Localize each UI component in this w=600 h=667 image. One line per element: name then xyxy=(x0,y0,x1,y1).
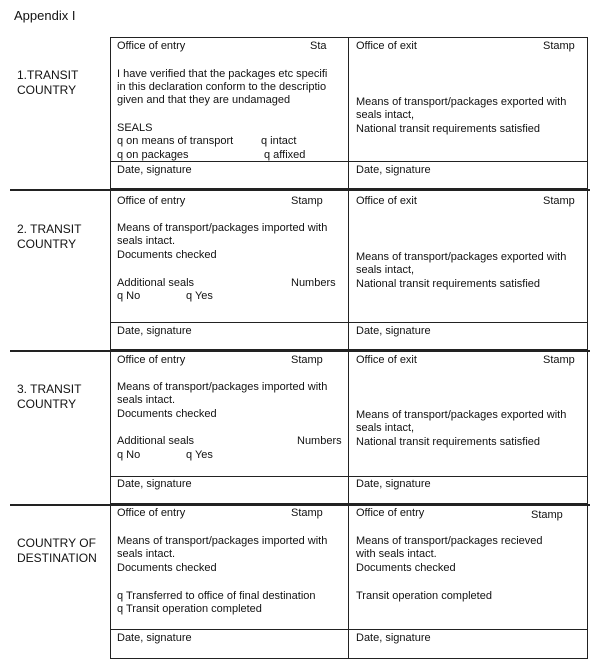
country-label: COUNTRY OF DESTINATION xyxy=(17,536,97,565)
entry-line: seals intact. xyxy=(117,548,176,560)
stamp-label: Stamp xyxy=(543,40,575,52)
entry-line: Documents checked xyxy=(117,249,217,261)
entry-line: seals intact. xyxy=(117,235,176,247)
option-no: q No xyxy=(117,449,141,461)
numbers-label: Numbers xyxy=(291,277,336,289)
date-signature: Date, signature xyxy=(356,478,431,490)
date-signature: Date, signature xyxy=(356,164,431,176)
declaration-line: I have verified that the packages etc specifi xyxy=(117,68,328,80)
exit-line: seals intact, xyxy=(356,264,415,276)
seal-option: q intact xyxy=(261,135,297,147)
exit-header: Office of exit xyxy=(356,195,417,207)
declaration-line: in this declaration conform to the descriptio xyxy=(117,81,327,93)
receipt-line: Documents checked xyxy=(356,562,456,574)
country-label: 2. TRANSIT COUNTRY xyxy=(17,222,82,251)
entry-header: Office of entry xyxy=(117,354,186,366)
entry-line: Means of transport/packages imported with xyxy=(117,222,328,234)
date-signature: Date, signature xyxy=(356,632,431,644)
stamp-label: Stamp xyxy=(531,509,563,521)
exit-line: National transit requirements satisfied xyxy=(356,123,541,135)
stamp-label: Stamp xyxy=(291,507,323,519)
transit-completed: Transit operation completed xyxy=(356,590,492,602)
option-no: q No xyxy=(117,290,141,302)
date-signature: Date, signature xyxy=(356,325,431,337)
destination-option: q Transferred to office of final destination xyxy=(117,590,316,602)
exit-line: seals intact, xyxy=(356,422,415,434)
numbers-label: Numbers xyxy=(297,435,342,447)
date-signature: Date, signature xyxy=(117,478,192,490)
country-label: 1.TRANSIT COUNTRY xyxy=(17,68,79,97)
stamp-label: Stamp xyxy=(291,195,323,207)
stamp-label: Stamp xyxy=(543,195,575,207)
entry-header: Office of entry xyxy=(117,40,186,52)
exit-header: Office of exit xyxy=(356,354,417,366)
seal-option: q on means of transport xyxy=(117,135,234,147)
option-yes: q Yes xyxy=(186,290,213,302)
seals-heading: SEALS xyxy=(117,122,153,134)
entry-header: Office of entry xyxy=(356,507,425,519)
entry-header: Office of entry xyxy=(117,507,186,519)
date-signature: Date, signature xyxy=(117,632,192,644)
date-signature: Date, signature xyxy=(117,325,192,337)
stamp-label: Stamp xyxy=(543,354,575,366)
entry-line: seals intact. xyxy=(117,394,176,406)
entry-line: Documents checked xyxy=(117,562,217,574)
seal-option: q affixed xyxy=(264,149,306,161)
receipt-line: Means of transport/packages recieved xyxy=(356,535,543,547)
exit-line: seals intact, xyxy=(356,109,415,121)
exit-line: National transit requirements satisfied xyxy=(356,278,541,290)
option-yes: q Yes xyxy=(186,449,213,461)
additional-seals-label: Additional seals xyxy=(117,435,195,447)
receipt-line: with seals intact. xyxy=(356,548,437,560)
exit-line: Means of transport/packages exported with xyxy=(356,96,567,108)
exit-line: Means of transport/packages exported with xyxy=(356,409,567,421)
additional-seals-label: Additional seals xyxy=(117,277,195,289)
date-signature: Date, signature xyxy=(117,164,192,176)
entry-line: Documents checked xyxy=(117,408,217,420)
page-title: Appendix I xyxy=(14,8,76,23)
declaration-line: given and that they are undamaged xyxy=(117,94,291,106)
destination-option: q Transit operation completed xyxy=(117,603,262,615)
stamp-label: Stamp xyxy=(291,354,323,366)
entry-line: Means of transport/packages imported with xyxy=(117,535,328,547)
exit-line: National transit requirements satisfied xyxy=(356,436,541,448)
entry-header: Office of entry xyxy=(117,195,186,207)
exit-line: Means of transport/packages exported with xyxy=(356,251,567,263)
stamp-label: Sta xyxy=(310,40,327,52)
seal-option: q on packages xyxy=(117,149,189,161)
entry-line: Means of transport/packages imported with xyxy=(117,381,328,393)
exit-header: Office of exit xyxy=(356,40,417,52)
country-label: 3. TRANSIT COUNTRY xyxy=(17,382,82,411)
